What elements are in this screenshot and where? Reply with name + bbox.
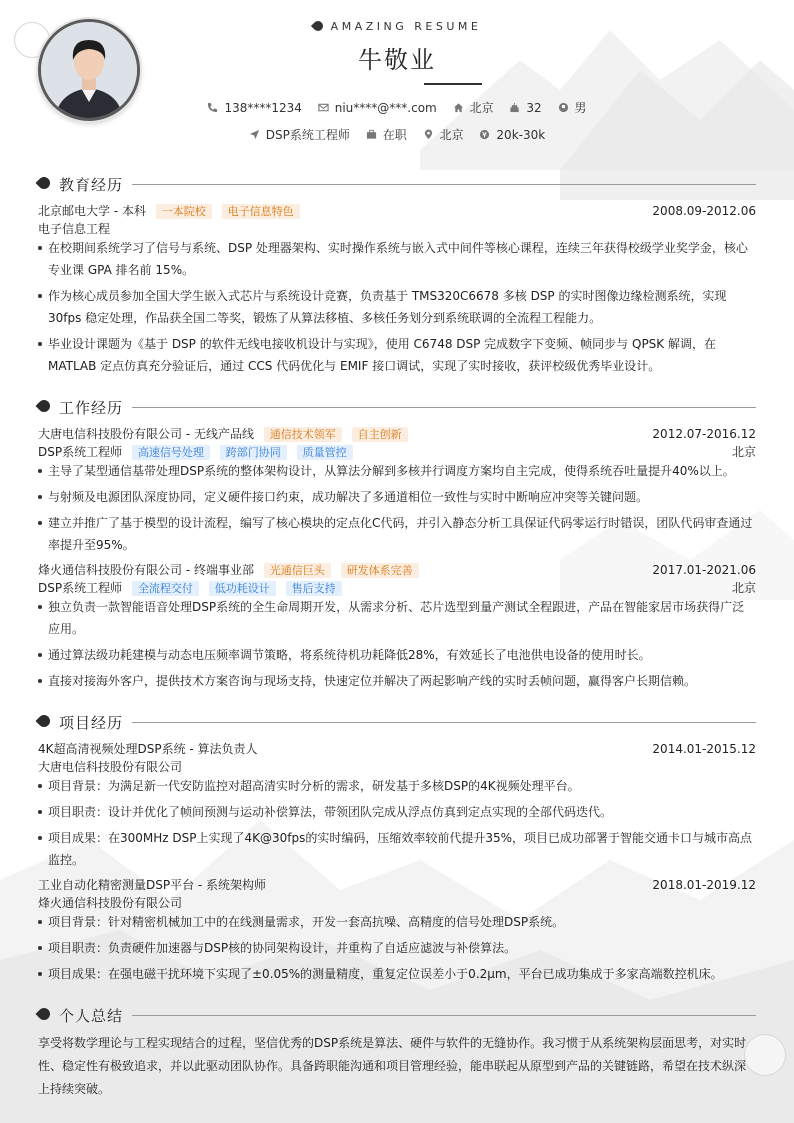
list-item: 通过算法级功耗建模与动态电压频率调节策略，将系统待机功耗降低28%，有效延长了电池供电设备的使用时长。: [38, 644, 756, 666]
list-item: 主导了某型通信基带处理DSP系统的整体架构设计，从算法分解到多核并行调度方案均自主完成，使得系统吞吐量提升40%以上。: [38, 460, 756, 482]
section-education-header: [38, 174, 756, 194]
section-title: 工作经历: [59, 399, 124, 417]
list-item: 项目职责：设计并优化了帧间预测与运动补偿算法，带领团队完成从浮点仿真到定点实现的全部代码迭代。: [38, 801, 756, 823]
leaf-icon: [311, 19, 325, 33]
project-date: 2018.01-2019.12: [652, 878, 756, 892]
job-intent-row: [0, 126, 794, 143]
phone-icon: [207, 102, 218, 113]
role-tag: 跨部门协同: [220, 445, 287, 460]
section-rule: [132, 722, 756, 723]
role-tag: 全流程交付: [132, 581, 199, 596]
list-item: 直接对接海外客户，提供技术方案咨询与现场支持，快速定位并解决了两起影响产线的实时丢帧问题，赢得客户长期信赖。: [38, 670, 756, 692]
list-item: 在校期间系统学习了信号与系统、DSP 处理器架构、实时操作系统与嵌入式中间件等核心课程，连续三年获得校级学业奖学金，核心专业课 GPA 排名前 15%。: [38, 237, 756, 281]
role-tag: 售后支持: [286, 581, 342, 596]
project-name: 工业自动化精密测量DSP平台 - 系统架构师: [38, 878, 267, 892]
work-date: 2012.07-2016.12: [652, 427, 756, 441]
list-item: 项目背景：针对精密机械加工中的在线测量需求，开发一套高抗噪、高精度的信号处理DSP系统。: [38, 911, 756, 933]
list-item: 项目背景：为满足新一代安防监控对超高清实时分析的需求，研发基于多核DSP的4K视频处理平台。: [38, 775, 756, 797]
phone-text: 138****1234: [224, 101, 302, 115]
summary-text: 享受将数学理论与工程实现结合的过程，坚信优秀的DSP系统是算法、硬件与软件的无缝协作。我习惯于从系统架构层面思考，对实时性、稳定性有极致追求，并以此驱动团队协作。具备跨职能沟通和项目管理经验，能串联起从原型到产品的关键链路，希望在技术纵深上持续突破。: [38, 1036, 747, 1096]
phone-item: [207, 101, 301, 115]
money-icon: [479, 129, 490, 140]
list-item: 项目成果：在强电磁干扰环境下实现了±0.05%的测量精度，重复定位误差小于0.2μm，平台已成功集成于多家高端数控机床。: [38, 963, 756, 985]
work-bullet-list: [38, 596, 756, 696]
work-location: 北京: [731, 581, 756, 595]
school-name: 北京邮电大学 - 本科: [38, 204, 146, 218]
email-text: niu****@***.com: [334, 101, 437, 115]
list-item: 毕业设计课题为《基于 DSP 的软件无线电接收机设计与实现》，使用 C6748 DSP 完成数字下变频、帧同步与 QPSK 解调，在 MATLAB 定点仿真充分验证后，通过 CCS 代码优化与 EMIF 接口调试，实现了实时接收，获评校级优秀毕业设计。: [38, 333, 756, 377]
location-pin-icon: [423, 129, 434, 140]
section-work-header: [38, 397, 756, 417]
gender-icon: [558, 102, 569, 113]
company-tag: 研发体系完善: [341, 563, 419, 578]
project-title-line: [38, 741, 756, 757]
education-school-line: [38, 203, 756, 219]
section-rule: [132, 184, 756, 185]
project-date: 2014.01-2015.12: [652, 742, 756, 756]
work-company-line: [38, 426, 756, 442]
gender-item: [558, 99, 587, 116]
list-item: 项目职责：负责硬件加速器与DSP核的协同架构设计，并重构了自适应滤波与补偿算法。: [38, 937, 756, 959]
target-city-text: 北京: [439, 128, 464, 142]
city-text: 北京: [469, 101, 494, 115]
company-name: 烽火通信科技股份有限公司 - 终端事业部: [38, 563, 254, 577]
contact-row: [0, 99, 794, 116]
school-tag: 电子信息特色: [222, 204, 300, 219]
work-date: 2017.01-2021.06: [652, 563, 756, 577]
section-title: 教育经历: [59, 176, 124, 194]
work-role-line: [38, 444, 756, 460]
company-name: 大唐电信科技股份有限公司 - 无线产品线: [38, 427, 254, 441]
company-tag: 自主创新: [352, 427, 408, 442]
briefcase-icon: [366, 129, 377, 140]
cake-icon: [509, 102, 520, 113]
section-bullet-icon: [36, 398, 53, 415]
list-item: 项目成果：在300MHz DSP上实现了4K@30fps的实时编码，压缩效率较前代提升35%，项目已成功部署于智能交通卡口与城市高点监控。: [38, 827, 756, 871]
section-bullet-icon: [36, 175, 53, 192]
job-title-text: DSP系统工程师: [265, 128, 350, 142]
section-title: 项目经历: [59, 714, 124, 732]
email-icon: [318, 102, 329, 113]
project-company: 烽火通信科技股份有限公司: [38, 896, 183, 910]
list-item: 建立并推广了基于模型的设计流程，编写了核心模块的定点化C代码，并引入静态分析工具保证代码零运行时错误，团队代码审查通过率提升至95%。: [38, 512, 756, 556]
section-project-header: [38, 712, 756, 732]
salary-item: [479, 128, 545, 142]
list-item: 与射频及电源团队深度协同，定义硬件接口约束，成功解决了多通道相位一致性与实时中断响应冲突等关键问题。: [38, 486, 756, 508]
company-tag: 通信技术领军: [264, 427, 342, 442]
target-city-item: [423, 126, 464, 143]
project-bullet-list: [38, 911, 756, 989]
status-item: [366, 126, 407, 143]
school-tag: 一本院校: [156, 204, 212, 219]
role-tag: 质量管控: [297, 445, 353, 460]
education-major: 电子信息工程: [38, 222, 111, 236]
work-bullet-list: [38, 460, 756, 560]
city-item: [453, 99, 494, 116]
education-date: 2008.09-2012.06: [652, 204, 756, 218]
gender-text: 男: [574, 101, 587, 115]
project-bullet-list: [38, 775, 756, 875]
resume-tag-text: AMAZING RESUME: [330, 20, 482, 33]
section-bullet-icon: [36, 1006, 53, 1023]
list-item: 独立负责一款智能语音处理DSP系统的全生命周期开发，从需求分析、芯片选型到量产测试全程跟进，产品在智能家居市场获得广泛应用。: [38, 596, 756, 640]
salary-text: 20k-30k: [496, 128, 546, 142]
section-rule: [132, 1015, 756, 1016]
company-tag: 光通信巨头: [264, 563, 331, 578]
resume-tag: [0, 20, 794, 33]
send-icon: [249, 129, 260, 140]
section-summary-header: [38, 1005, 756, 1025]
work-company-line: [38, 562, 756, 578]
work-role-line: [38, 580, 756, 596]
role-tag: 高速信号处理: [132, 445, 210, 460]
name-underline: [424, 83, 482, 85]
role-tag: 低功耗设计: [209, 581, 276, 596]
project-name: 4K超高清视频处理DSP系统 - 算法负责人: [38, 742, 258, 756]
age-text: 32: [526, 101, 542, 115]
job-title-item: [249, 126, 350, 143]
list-item: 作为核心成员参加全国大学生嵌入式芯片与系统设计竞赛，负责基于 TMS320C6678 多核 DSP 的实时图像边缘检测系统，实现 30fps 稳定处理，作品获全国二等奖，锻炼了从算法移植、多核任务划分到系统联调的全流程工程能力。: [38, 285, 756, 329]
candidate-name: 牛敬业: [358, 46, 436, 74]
project-title-line: [38, 877, 756, 893]
role-name: DSP系统工程师: [38, 581, 123, 595]
work-location: 北京: [731, 445, 756, 459]
project-company: 大唐电信科技股份有限公司: [38, 760, 183, 774]
section-title: 个人总结: [59, 1007, 124, 1025]
email-item: [318, 101, 437, 115]
status-text: 在职: [382, 128, 407, 142]
home-icon: [453, 102, 464, 113]
role-name: DSP系统工程师: [38, 445, 123, 459]
age-item: [509, 101, 541, 115]
education-bullet-list: [38, 237, 756, 381]
section-rule: [132, 407, 756, 408]
section-bullet-icon: [36, 713, 53, 730]
